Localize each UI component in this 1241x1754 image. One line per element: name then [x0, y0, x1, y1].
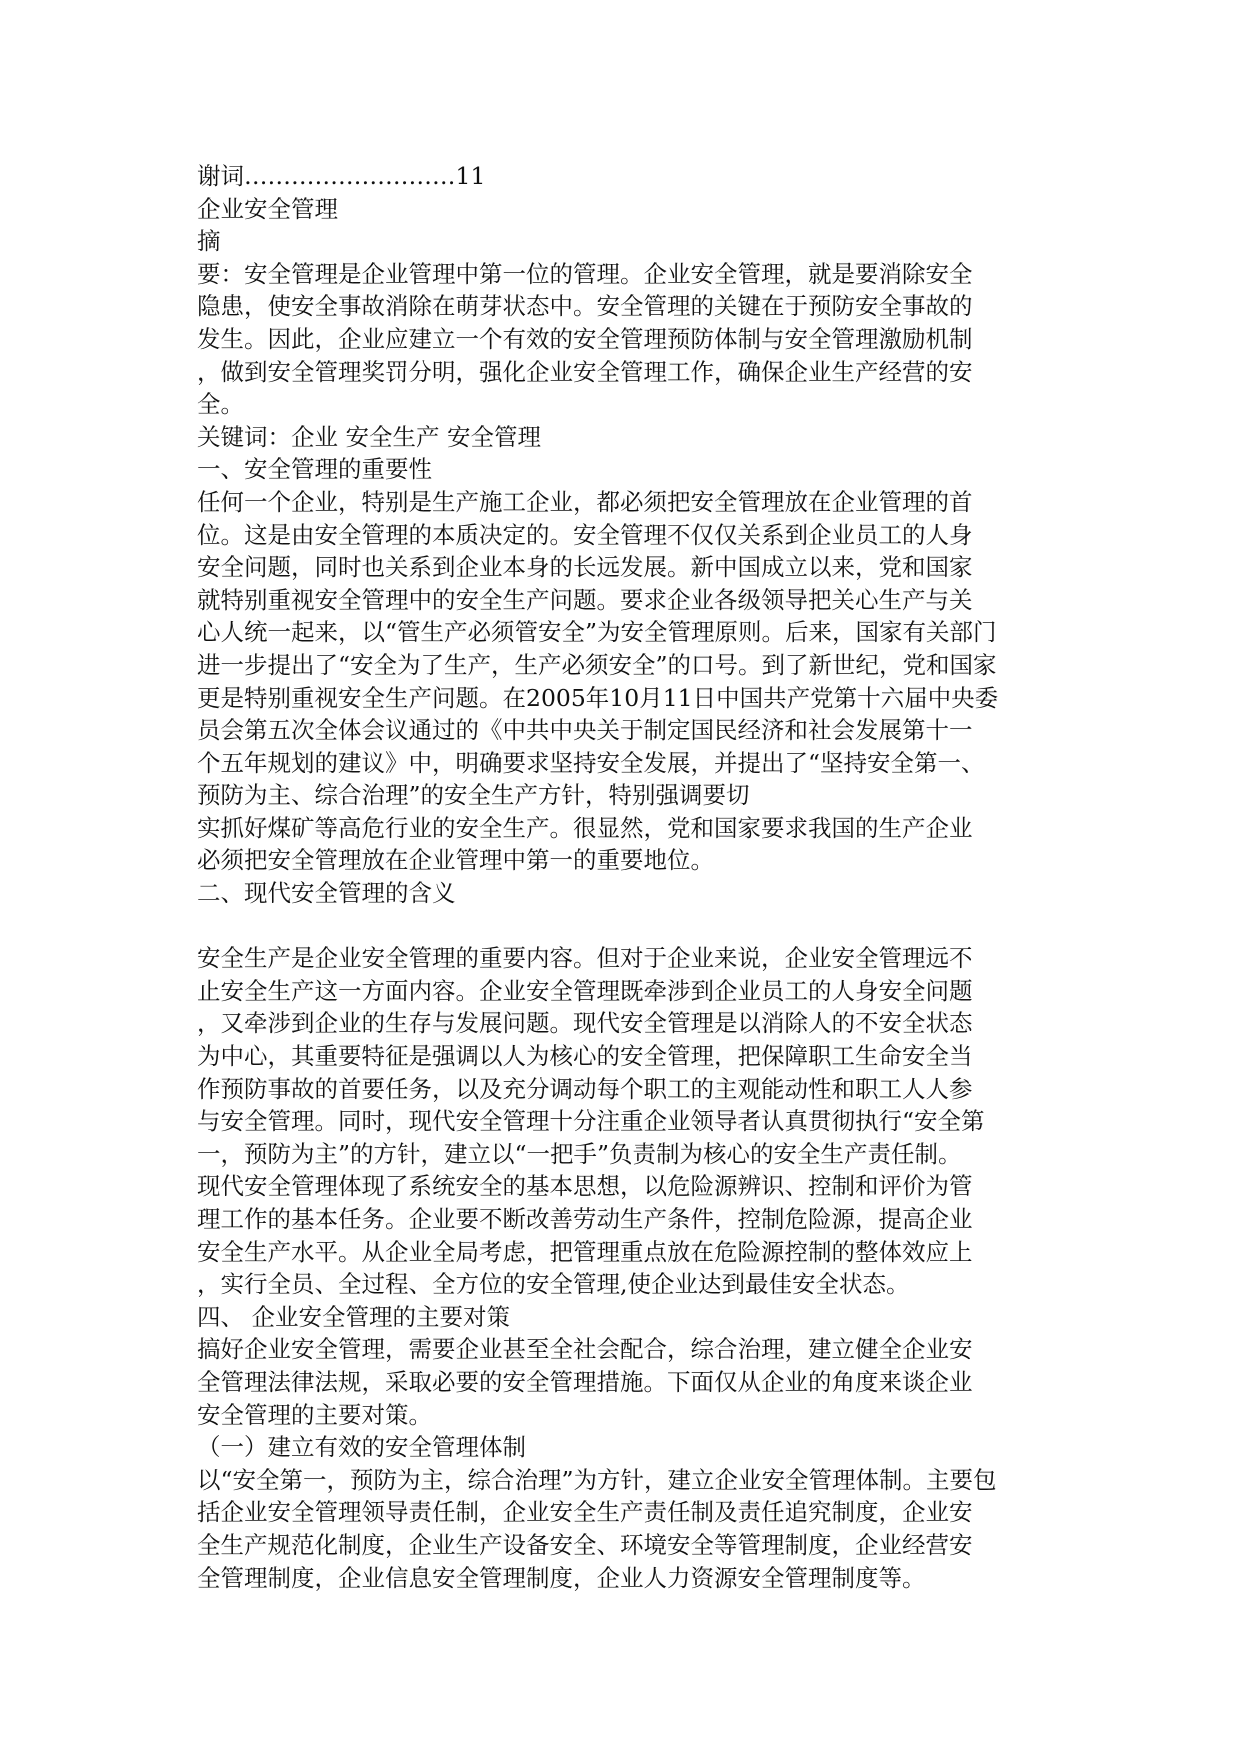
paragraph-line: 括企业安全管理领导责任制，企业安全生产责任制及责任追究制度，企业安	[197, 1498, 973, 1527]
paragraph-line: 必须把安全管理放在企业管理中第一的重要地位。	[197, 846, 714, 875]
paragraph-line: ，实行全员、全过程、全方位的安全管理,使企业达到最佳安全状态。	[197, 1270, 910, 1299]
paragraph-line: ，又牵涉到企业的生存与发展问题。现代安全管理是以消除人的不安全状态	[197, 1009, 973, 1038]
abstract-line: 要：安全管理是企业管理中第一位的管理。企业安全管理，就是要消除安全	[197, 259, 973, 288]
section-heading-1: 一、安全管理的重要性	[197, 455, 432, 484]
abstract-line: 全。	[197, 390, 244, 419]
paragraph-line: 作预防事故的首要任务，以及充分调动每个职工的主观能动性和职工人人参	[197, 1074, 973, 1103]
paragraph-line: 安全管理的主要对策。	[197, 1400, 432, 1429]
paragraph-line: 全管理制度，企业信息安全管理制度，企业人力资源安全管理制度等。	[197, 1563, 926, 1592]
paragraph-line: 搞好企业安全管理，需要企业甚至全社会配合，综合治理，建立健全企业安	[197, 1335, 973, 1364]
paragraph-line: 以“安全第一，预防为主，综合治理”为方针，建立企业安全管理体制。主要包	[197, 1465, 997, 1494]
paragraph-line: 心人统一起来，以“管生产必须管安全”为安全管理原则。后来，国家有关部门	[197, 618, 997, 647]
paragraph-line: 实抓好煤矿等高危行业的安全生产。很显然，党和国家要求我国的生产企业	[197, 813, 973, 842]
paragraph-line: 员会第五次全体会议通过的《中共中央关于制定国民经济和社会发展第十一	[197, 716, 973, 745]
paragraph-line: 个五年规划的建议》中，明确要求坚持安全发展，并提出了“坚持安全第一、	[197, 748, 985, 777]
blank-line	[197, 910, 1057, 943]
paragraph-line: 为中心，其重要特征是强调以人为核心的安全管理，把保障职工生命安全当	[197, 1042, 973, 1071]
paragraph-line: 安全生产是企业安全管理的重要内容。但对于企业来说，企业安全管理远不	[197, 944, 973, 973]
paragraph-line: 进一步提出了“安全为了生产，生产必须安全”的口号。到了新世纪，党和国家	[197, 650, 997, 679]
paragraph-line: 就特别重视安全管理中的安全生产问题。要求企业各级领导把关心生产与关	[197, 585, 973, 614]
paragraph-line: 安全问题，同时也关系到企业本身的长远发展。新中国成立以来，党和国家	[197, 553, 973, 582]
paragraph-line: 理工作的基本任务。企业要不断改善劳动生产条件，控制危险源，提高企业	[197, 1205, 973, 1233]
paragraph-line: 全管理法律法规，采取必要的安全管理措施。下面仅从企业的角度来谈企业	[197, 1367, 973, 1396]
paragraph-line: 位。这是由安全管理的本质决定的。安全管理不仅仅关系到企业员工的人身	[197, 520, 973, 549]
abstract-line: 发生。因此，企业应建立一个有效的安全管理预防体制与安全管理激励机制	[197, 324, 973, 353]
abstract-label: 摘	[197, 227, 221, 256]
paragraph-line: 预防为主、综合治理”的安全生产方针，特别强调要切	[197, 781, 750, 810]
paragraph-line: 止安全生产这一方面内容。企业安全管理既牵涉到企业员工的人身安全问题	[197, 976, 973, 1005]
paragraph-line: 更是特别重视安全生产问题。在2005年10月11日中国共产党第十六届中央委	[197, 683, 999, 712]
subsection-heading-1: （一）建立有效的安全管理体制	[197, 1433, 526, 1462]
paragraph-line: 任何一个企业，特别是生产施工企业，都必须把安全管理放在企业管理的首	[197, 487, 973, 516]
section-heading-4: 四、 企业安全管理的主要对策	[197, 1302, 510, 1331]
document-page	[197, 160, 1057, 1594]
keywords-line: 关键词：企业 安全生产 安全管理	[197, 422, 541, 451]
paragraph-line: 与安全管理。同时，现代安全管理十分注重企业领导者认真贯彻执行“安全第	[197, 1107, 985, 1136]
paragraph-line: 一，预防为主”的方针，建立以“一把手”负责制为核心的安全生产责任制。	[197, 1139, 962, 1168]
section-heading-2: 二、现代安全管理的含义	[197, 879, 456, 908]
abstract-line: ，做到安全管理奖罚分明，强化企业安全管理工作，确保企业生产经营的安	[197, 357, 973, 386]
toc-entry-acknowledgement: 谢词………………………11	[197, 162, 486, 190]
paragraph-line: 全生产规范化制度，企业生产设备安全、环境安全等管理制度，企业经营安	[197, 1530, 973, 1559]
paragraph-line: 安全生产水平。从企业全局考虑，把管理重点放在危险源控制的整体效应上	[197, 1237, 973, 1266]
document-title: 企业安全管理	[197, 194, 338, 223]
abstract-line: 隐患，使安全事故消除在萌芽状态中。安全管理的关键在于预防安全事故的	[197, 292, 973, 321]
paragraph-line: 现代安全管理体现了系统安全的基本思想，以危险源辨识、控制和评价为管	[197, 1172, 973, 1201]
